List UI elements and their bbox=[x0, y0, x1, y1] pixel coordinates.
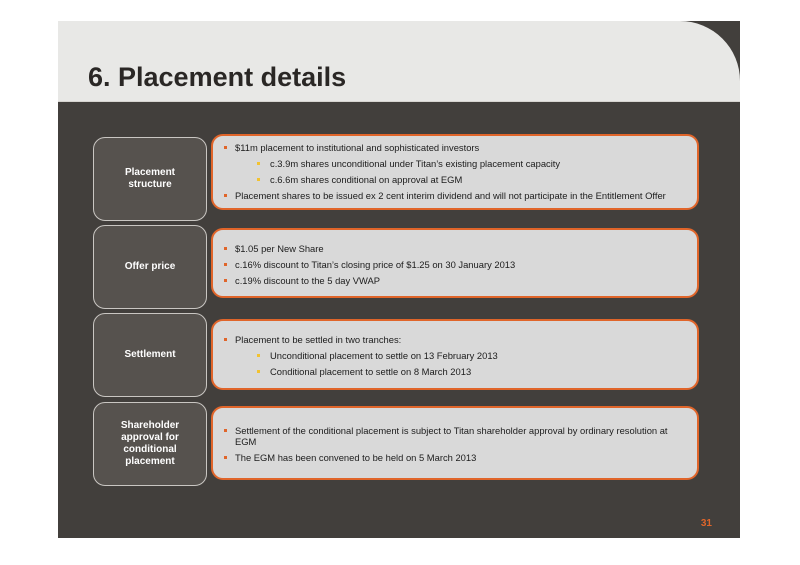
bullet-item: $11m placement to institutional and sophisticated investors bbox=[223, 142, 683, 153]
section-label-text: Settlement bbox=[124, 349, 176, 360]
section-label-shareholder-approval bbox=[93, 402, 207, 486]
section-label-placement-structure bbox=[93, 137, 207, 221]
bullet-item: $1.05 per New Share bbox=[223, 243, 683, 254]
sub-bullet-item: c.6.6m shares conditional on approval at EGM bbox=[223, 174, 683, 185]
section-label-text: Shareholder approval for conditional placement bbox=[120, 420, 180, 467]
section-content-settlement bbox=[211, 319, 699, 390]
bullet-list bbox=[223, 142, 683, 201]
bullet-list bbox=[223, 425, 683, 463]
slide bbox=[58, 21, 740, 538]
sub-bullet-item: Unconditional placement to settle on 13 February 2013 bbox=[223, 350, 683, 361]
sub-bullet-item: c.3.9m shares unconditional under Titan’s existing placement capacity bbox=[223, 158, 683, 169]
section-content-offer-price bbox=[211, 228, 699, 298]
section-label-text: Placement structure bbox=[124, 167, 176, 190]
bullet-item: The EGM has been convened to be held on 5 March 2013 bbox=[223, 452, 683, 463]
section-label-text: Offer price bbox=[124, 261, 176, 272]
bullet-item: c.19% discount to the 5 day VWAP bbox=[223, 275, 683, 286]
section-label-settlement bbox=[93, 313, 207, 397]
slide-title: 6. Placement details bbox=[88, 62, 347, 92]
bullet-list bbox=[223, 243, 683, 286]
section-label-offer-price bbox=[93, 225, 207, 309]
bullet-item: Settlement of the conditional placement is subject to Titan shareholder approval by ordinary resolution at EGM bbox=[223, 425, 683, 447]
section-content-shareholder-approval bbox=[211, 406, 699, 480]
bullet-item: Placement to be settled in two tranches: bbox=[223, 334, 683, 345]
page-number: 31 bbox=[700, 518, 712, 529]
bullet-item: Placement shares to be issued ex 2 cent interim dividend and will not participate in the Entitlement Offer bbox=[223, 190, 683, 201]
title-bar bbox=[58, 21, 740, 102]
bullet-item: c.16% discount to Titan’s closing price of $1.25 on 30 January 2013 bbox=[223, 259, 683, 270]
section-content-placement-structure bbox=[211, 134, 699, 210]
sub-bullet-item: Conditional placement to settle on 8 March 2013 bbox=[223, 366, 683, 377]
bullet-list bbox=[223, 334, 683, 377]
